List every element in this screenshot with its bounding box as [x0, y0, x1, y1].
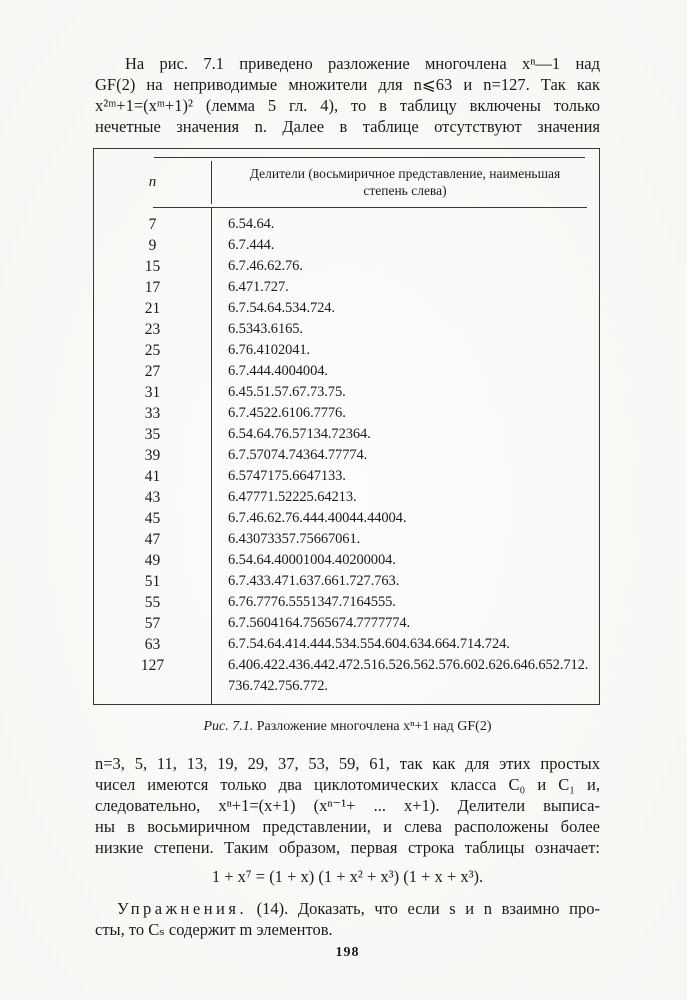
divisors-line: 6.76.7776.5551347.7164555. [228, 594, 396, 610]
cell-n: 33 [144, 405, 161, 422]
text-line: нечетные значения n. Далее в таблице отсутствуют значения [95, 117, 600, 136]
divisors-line: 6.7.54.64.534.724. [228, 300, 335, 316]
table-row [94, 235, 599, 256]
paragraph-intro [95, 53, 600, 137]
cell-n: 45 [144, 510, 161, 527]
figure-caption-text: Разложение многочлена xⁿ+1 над GF(2) [253, 719, 492, 734]
text-line: ны в восьмиричном представлении, и слева расположены более [95, 817, 600, 836]
exercise-text: (14). Доказать, что если s и n взаимно про- [247, 899, 600, 918]
table-header-row [94, 158, 599, 207]
divisors-line: 6.54.64. [228, 216, 275, 232]
cell-divisors [211, 403, 599, 424]
cell-divisors [211, 340, 599, 361]
divisors-line: 6.45.51.57.67.73.75. [228, 384, 346, 400]
table-row [94, 298, 599, 319]
text-line: низкие степени. Таким образом, первая строка таблицы означает: [95, 838, 600, 857]
divisors-line: 6.47771.52225.64213. [228, 489, 357, 505]
cell-divisors [211, 214, 599, 235]
cell-divisors [211, 508, 599, 529]
table-row [94, 550, 599, 571]
table-row [94, 508, 599, 529]
cell-divisors [211, 256, 599, 277]
table-row [94, 571, 599, 592]
table-header-divisors: Делители (восьмиричное представление, наименьшая степень слева) [249, 166, 561, 198]
cell-divisors [211, 550, 599, 571]
cell-n: 31 [144, 384, 161, 401]
cell-n: 49 [144, 552, 161, 569]
exercise-line-1 [95, 898, 600, 919]
cell-n: 39 [144, 447, 161, 464]
cell-n: 41 [144, 468, 161, 485]
table-row [94, 634, 599, 655]
divisors-line: 6.54.64.40001004.40200004. [228, 552, 396, 568]
table-header-n: n [148, 174, 157, 190]
exercises-heading: Упражнения. [117, 899, 248, 918]
cell-divisors [211, 277, 599, 298]
cell-n: 47 [144, 531, 161, 548]
text-line: n=3, 5, 11, 13, 19, 29, 37, 53, 59, 61, так как для этих простых [95, 754, 600, 773]
cell-divisors [211, 634, 599, 655]
equation-example: 1 + x⁷ = (1 + x) (1 + x² + x³) (1 + x + x³). [211, 867, 484, 886]
table-row [94, 592, 599, 613]
factorization-table [93, 148, 600, 705]
divisors-line: 6.406.422.436.442.472.516.526.562.576.602.626.646.652.712. [228, 657, 589, 673]
table-row [94, 382, 599, 403]
cell-n: 43 [144, 489, 161, 506]
page-number: 198 [335, 945, 360, 960]
cell-n: 7 [148, 216, 157, 233]
table-body [94, 208, 599, 704]
cell-divisors [211, 445, 599, 466]
cell-divisors [211, 487, 599, 508]
table-row [94, 487, 599, 508]
cell-n: 15 [144, 258, 161, 275]
table-row [94, 445, 599, 466]
divisors-line: 6.7.57074.74364.77774. [228, 447, 368, 463]
cell-divisors [211, 592, 599, 613]
cell-divisors [211, 319, 599, 340]
divisors-line: 6.7.46.62.76. [228, 258, 303, 274]
divisors-line: 6.43073357.75667061. [228, 531, 361, 547]
cell-divisors [211, 382, 599, 403]
cell-n: 57 [144, 615, 161, 632]
divisors-line: 6.76.4102041. [228, 342, 311, 358]
table-row [94, 424, 599, 445]
text-line: чисел имеются только два циклотомических класса C₀ и C₁ и, [95, 775, 600, 794]
cell-divisors [211, 655, 599, 697]
table-row [94, 613, 599, 634]
cell-n: 21 [144, 300, 161, 317]
divisors-line: 6.7.433.471.637.661.727.763. [228, 573, 400, 589]
paragraph-exercises [95, 898, 600, 940]
divisors-line: 6.5747175.6647133. [228, 468, 346, 484]
divisors-line: 6.54.64.76.57134.72364. [228, 426, 371, 442]
divisors-line: 6.7.4522.6106.7776. [228, 405, 346, 421]
divisors-line: 736.742.756.772. [228, 678, 328, 694]
cell-n: 35 [144, 426, 161, 443]
cell-n: 9 [148, 237, 157, 254]
table-row [94, 256, 599, 277]
divisors-line: 6.7.444.4004004. [228, 363, 328, 379]
table-row [94, 466, 599, 487]
paragraph-explanation [95, 753, 600, 858]
cell-n: 55 [144, 594, 161, 611]
cell-n: 27 [144, 363, 161, 380]
cell-n: 51 [144, 573, 161, 590]
cell-divisors [211, 235, 599, 256]
cell-divisors [211, 529, 599, 550]
divisors-line: 6.471.727. [228, 279, 289, 295]
cell-n: 17 [144, 279, 161, 296]
figure-caption-label: Рис. 7.1. [203, 719, 254, 734]
cell-divisors [211, 466, 599, 487]
cell-divisors [211, 571, 599, 592]
text-line: следовательно, xⁿ+1=(x+1) (xⁿ⁻¹+ ... x+1). Делители выписа- [95, 796, 600, 815]
cell-divisors [211, 613, 599, 634]
divisors-line: 6.7.46.62.76.444.40044.44004. [228, 510, 407, 526]
divisors-line: 6.5343.6165. [228, 321, 303, 337]
divisors-line: 6.7.5604164.7565674.7777774. [228, 615, 411, 631]
cell-n: 25 [144, 342, 161, 359]
exercise-line-2: сты, то Cₛ содержит m элементов. [95, 920, 333, 939]
cell-divisors [211, 298, 599, 319]
cell-divisors [211, 424, 599, 445]
table-row [94, 529, 599, 550]
cell-n: 63 [144, 636, 161, 653]
table-row [94, 319, 599, 340]
table-row [94, 403, 599, 424]
figure-caption [95, 718, 600, 736]
text-line: x²ᵐ+1=(xᵐ+1)² (лемма 5 гл. 4), то в таблицу включены только [95, 96, 600, 115]
table-row [94, 214, 599, 235]
text-line: GF(2) на неприводимые множители для n⩽63 и n=127. Так как [95, 75, 600, 94]
divisors-line: 6.7.54.64.414.444.534.554.604.634.664.714.724. [228, 636, 510, 652]
divisors-line: 6.7.444. [228, 237, 275, 253]
table-row [94, 655, 599, 697]
cell-n: 127 [140, 657, 165, 674]
table-row [94, 277, 599, 298]
table-row [94, 361, 599, 382]
cell-divisors [211, 361, 599, 382]
cell-n: 23 [144, 321, 161, 338]
table-row [94, 340, 599, 361]
text-line: На рис. 7.1 приведено разложение многочлена xⁿ—1 над [125, 54, 600, 73]
